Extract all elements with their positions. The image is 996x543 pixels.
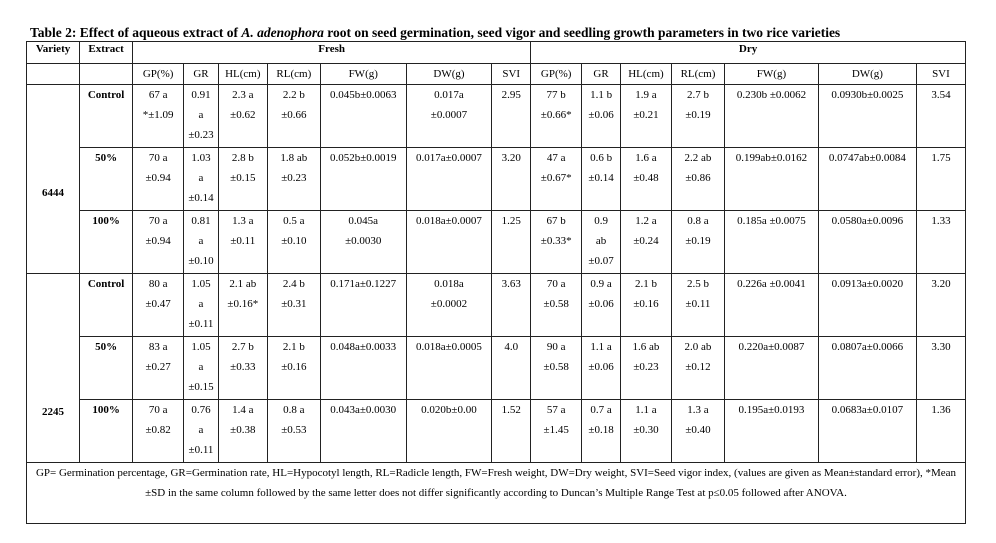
value-line: ±0.11 — [188, 318, 214, 330]
extract-cell: 100% — [80, 400, 133, 463]
value-line: 3.30 — [931, 341, 951, 353]
value-line: ±0.06 — [588, 109, 614, 121]
value-line: ±0.14 — [188, 192, 214, 204]
value-line: ±0.40 — [685, 424, 711, 436]
fresh-value-cell — [492, 211, 531, 274]
fresh-value-cell — [406, 337, 492, 400]
value-line: ±0.06 — [588, 298, 614, 310]
header-dry-col: DW(g) — [818, 64, 916, 85]
extract-cell: 100% — [80, 211, 133, 274]
value-line: 70 a — [546, 278, 566, 290]
value-line: 0.199ab±0.0162 — [735, 152, 808, 164]
dry-value-cell — [620, 274, 671, 337]
dry-value-cell — [531, 211, 582, 274]
value-line: 1.33 — [931, 215, 951, 227]
value-line: 83 a — [148, 341, 168, 353]
dry-value-cell — [531, 400, 582, 463]
value-line: ±0.58 — [543, 361, 569, 373]
value-line: 0.220a±0.0087 — [738, 341, 805, 353]
value-line: 1.75 — [931, 152, 951, 164]
value-line: 47 a — [546, 152, 566, 164]
value-line: a — [198, 109, 204, 121]
fresh-value-cell — [492, 400, 531, 463]
value-line: 70 a — [148, 215, 168, 227]
value-line: ±0.67* — [540, 172, 572, 184]
dry-value-cell — [671, 274, 724, 337]
value-line: *±1.09 — [142, 109, 174, 121]
header-dry-col: HL(cm) — [620, 64, 671, 85]
extract-cell: 50% — [80, 148, 133, 211]
value-line: 2.95 — [501, 89, 521, 101]
dry-value-cell — [620, 211, 671, 274]
fresh-value-cell — [320, 211, 406, 274]
value-line: 0.8 a — [687, 215, 709, 227]
fresh-value-cell — [184, 85, 219, 148]
dry-value-cell — [725, 211, 819, 274]
dry-value-cell — [818, 337, 916, 400]
fresh-value-cell — [406, 400, 492, 463]
header-dry: Dry — [531, 42, 966, 64]
fresh-value-cell — [492, 85, 531, 148]
dry-value-cell — [620, 148, 671, 211]
dry-value-cell — [916, 400, 965, 463]
fresh-value-cell — [184, 211, 219, 274]
value-line: 0.8 a — [283, 404, 305, 416]
value-line: 1.2 a — [635, 215, 657, 227]
value-line: 1.25 — [501, 215, 521, 227]
dry-value-cell — [620, 85, 671, 148]
dry-value-cell — [620, 337, 671, 400]
value-line: a — [198, 361, 204, 373]
dry-value-cell — [582, 211, 621, 274]
value-line: 0.017a±0.0007 — [415, 152, 482, 164]
fresh-value-cell — [133, 211, 184, 274]
header-fresh-col: FW(g) — [320, 64, 406, 85]
value-line: ±0.82 — [145, 424, 171, 436]
value-line: ±0.11 — [685, 298, 711, 310]
value-line: 0.91 — [191, 89, 211, 101]
dry-value-cell — [671, 337, 724, 400]
value-line: ±0.15 — [230, 172, 256, 184]
dry-value-cell — [582, 85, 621, 148]
header-fresh-col: GR — [184, 64, 219, 85]
value-line: 0.052b±0.0019 — [329, 152, 397, 164]
value-line: 1.36 — [931, 404, 951, 416]
value-line: a — [198, 172, 204, 184]
value-line: 80 a — [148, 278, 168, 290]
dry-value-cell — [671, 400, 724, 463]
dry-value-cell — [582, 274, 621, 337]
caption-species: A. adenophora — [241, 25, 324, 40]
fresh-value-cell — [267, 337, 320, 400]
fresh-value-cell — [218, 211, 267, 274]
dry-value-cell — [916, 85, 965, 148]
value-line: ±0.06 — [588, 361, 614, 373]
value-line: ±0.24 — [633, 235, 659, 247]
dry-value-cell — [531, 274, 582, 337]
fresh-value-cell — [218, 148, 267, 211]
fresh-value-cell — [218, 400, 267, 463]
dry-value-cell — [671, 85, 724, 148]
value-line: ±0.33* — [540, 235, 572, 247]
table-row — [27, 400, 966, 463]
value-line: ±0.07 — [588, 255, 614, 267]
value-line: 0.0747ab±0.0084 — [828, 152, 906, 164]
value-line: 67 a — [148, 89, 168, 101]
value-line: 0.9 a — [590, 278, 612, 290]
dry-value-cell — [671, 211, 724, 274]
value-line: 1.9 a — [635, 89, 657, 101]
variety-cell: 2245 — [27, 274, 80, 463]
dry-value-cell — [818, 274, 916, 337]
value-line: 0.018a±0.0005 — [415, 341, 482, 353]
value-line: 0.5 a — [283, 215, 305, 227]
value-line: ±0.10 — [188, 255, 214, 267]
fresh-value-cell — [406, 211, 492, 274]
fresh-value-cell — [320, 274, 406, 337]
value-line: 2.0 ab — [684, 341, 712, 353]
extract-cell: Control — [80, 85, 133, 148]
value-line: 0.171a±0.1227 — [330, 278, 397, 290]
value-line: ±0.31 — [281, 298, 307, 310]
value-line: 2.1 ab — [229, 278, 257, 290]
header-variety-blank — [27, 64, 80, 85]
value-line: 0.018a — [434, 278, 464, 290]
dry-value-cell — [818, 211, 916, 274]
dry-value-cell — [531, 337, 582, 400]
value-line: ±0.94 — [145, 235, 171, 247]
fresh-value-cell — [184, 337, 219, 400]
value-line: 4.0 — [504, 341, 519, 353]
value-line: ±0.16 — [281, 361, 307, 373]
table-caption — [30, 24, 970, 41]
header-dry-col: FW(g) — [725, 64, 819, 85]
value-line: ±0.14 — [588, 172, 614, 184]
value-line: ±0.16 — [633, 298, 659, 310]
table-row — [27, 148, 966, 211]
value-line: 1.1 a — [590, 341, 612, 353]
fresh-value-cell — [267, 400, 320, 463]
value-line: ±0.11 — [188, 444, 214, 456]
value-line: 2.8 b — [231, 152, 254, 164]
fresh-value-cell — [406, 274, 492, 337]
value-line: 2.5 b — [687, 278, 709, 290]
fresh-value-cell — [267, 211, 320, 274]
value-line: 3.54 — [931, 89, 951, 101]
dry-value-cell — [916, 148, 965, 211]
value-line: ±0.62 — [230, 109, 256, 121]
value-line: 1.6 ab — [632, 341, 660, 353]
value-line: 2.1 b — [634, 278, 657, 290]
header-fresh-col: RL(cm) — [267, 64, 320, 85]
fresh-value-cell — [320, 148, 406, 211]
value-line: 0.230b ±0.0062 — [736, 89, 807, 101]
dry-value-cell — [531, 85, 582, 148]
value-line: 1.3 a — [687, 404, 709, 416]
fresh-value-cell — [184, 274, 219, 337]
value-line: 2.4 b — [282, 278, 305, 290]
value-line: 0.017a — [434, 89, 464, 101]
value-line: ±0.86 — [685, 172, 711, 184]
value-line: 57 a — [546, 404, 566, 416]
value-line: ±0.94 — [145, 172, 171, 184]
value-line: 0.0580a±0.0096 — [831, 215, 904, 227]
value-line: 2.7 b — [231, 341, 254, 353]
table-row — [27, 274, 966, 337]
value-line: 2.2 ab — [684, 152, 712, 164]
value-line: 2.7 b — [687, 89, 709, 101]
value-line: 1.6 a — [635, 152, 657, 164]
value-line: ±0.0007 — [430, 109, 468, 121]
fresh-value-cell — [492, 148, 531, 211]
value-line: ±0.15 — [188, 381, 214, 393]
value-line: ±0.47 — [145, 298, 171, 310]
value-line: 2.3 a — [232, 89, 254, 101]
value-line: 67 b — [546, 215, 566, 227]
germination-table — [26, 41, 966, 524]
dry-value-cell — [725, 337, 819, 400]
header-fresh-col: SVI — [492, 64, 531, 85]
value-line: ±0.10 — [281, 235, 307, 247]
value-line: 1.05 — [191, 278, 211, 290]
value-line: ±0.16* — [227, 298, 259, 310]
dry-value-cell — [818, 148, 916, 211]
table-row — [27, 211, 966, 274]
header-dry-col: GR — [582, 64, 621, 85]
fresh-value-cell — [133, 274, 184, 337]
dry-value-cell — [916, 337, 965, 400]
value-line: ±0.33 — [230, 361, 256, 373]
value-line: ±0.0030 — [345, 235, 382, 247]
header-extract: Extract — [80, 42, 133, 64]
value-line: 90 a — [546, 341, 566, 353]
value-line: 1.4 a — [232, 404, 254, 416]
value-line: 70 a — [148, 404, 168, 416]
fresh-value-cell — [320, 85, 406, 148]
fresh-value-cell — [218, 337, 267, 400]
value-line: 0.7 a — [590, 404, 612, 416]
variety-cell: 6444 — [27, 85, 80, 274]
value-line: 1.52 — [501, 404, 521, 416]
caption-suffix: root on seed germination, seed vigor and seedling growth parameters in two rice varieties — [323, 25, 841, 40]
fresh-value-cell — [218, 85, 267, 148]
dry-value-cell — [916, 274, 965, 337]
value-line: ±0.66 — [281, 109, 307, 121]
value-line: 0.0807a±0.0066 — [831, 341, 904, 353]
value-line: ±0.12 — [685, 361, 711, 373]
value-line: a — [198, 424, 204, 436]
header-variety: Variety — [27, 42, 80, 64]
fresh-value-cell — [267, 274, 320, 337]
value-line: ±0.27 — [145, 361, 171, 373]
fresh-value-cell — [133, 400, 184, 463]
value-line: 0.76 — [191, 404, 211, 416]
value-line: 70 a — [148, 152, 168, 164]
value-line: ab — [595, 235, 607, 247]
fresh-value-cell — [492, 337, 531, 400]
fresh-value-cell — [133, 148, 184, 211]
value-line: 0.185a ±0.0075 — [737, 215, 806, 227]
value-line: a — [198, 298, 204, 310]
dry-value-cell — [818, 85, 916, 148]
header-dry-col: RL(cm) — [671, 64, 724, 85]
value-line: 1.1 a — [635, 404, 657, 416]
value-line: ±0.23 — [633, 361, 659, 373]
value-line: 0.0683a±0.0107 — [831, 404, 904, 416]
value-line: 1.05 — [191, 341, 211, 353]
value-line: 0.043a±0.0030 — [330, 404, 397, 416]
value-line: 3.20 — [931, 278, 951, 290]
value-line: 1.03 — [191, 152, 211, 164]
value-line: 0.048a±0.0033 — [330, 341, 397, 353]
caption-prefix: Table 2: Effect of aqueous extract of — [30, 25, 242, 40]
fresh-value-cell — [406, 85, 492, 148]
dry-value-cell — [582, 337, 621, 400]
dry-value-cell — [620, 400, 671, 463]
value-line: ±0.23 — [188, 129, 214, 141]
table-footnote: GP= Germination percentage, GR=Germination rate, HL=Hypocotyl length, RL=Radicle length, FW=Fresh weight, DW=Dry weight, SVI=Seed vigor index, (values are given as Mean±standard error), *Mean ±SD in the same column followed by the same letter does not differ significantly according to Duncan’s Multiple Range Test at p≤0.05 followed after ANOVA. — [27, 463, 966, 524]
value-line: ±0.58 — [543, 298, 569, 310]
value-line: 0.81 — [191, 215, 211, 227]
dry-value-cell — [725, 148, 819, 211]
dry-value-cell — [725, 274, 819, 337]
value-line: a — [198, 235, 204, 247]
value-line: ±0.11 — [230, 235, 256, 247]
dry-value-cell — [916, 211, 965, 274]
value-line: 0.195a±0.0193 — [738, 404, 805, 416]
value-line: 77 b — [546, 89, 566, 101]
dry-value-cell — [671, 148, 724, 211]
value-line: 0.6 b — [590, 152, 613, 164]
fresh-value-cell — [406, 148, 492, 211]
value-line: 0.9 — [594, 215, 608, 227]
table-row — [27, 85, 966, 148]
dry-value-cell — [818, 400, 916, 463]
fresh-value-cell — [320, 400, 406, 463]
dry-value-cell — [725, 400, 819, 463]
dry-value-cell — [531, 148, 582, 211]
header-fresh: Fresh — [133, 42, 531, 64]
value-line: 1.3 a — [232, 215, 254, 227]
value-line: ±1.45 — [543, 424, 569, 436]
fresh-value-cell — [184, 400, 219, 463]
fresh-value-cell — [320, 337, 406, 400]
fresh-value-cell — [218, 274, 267, 337]
value-line: ±0.30 — [633, 424, 659, 436]
value-line: 1.8 ab — [280, 152, 308, 164]
value-line: 3.63 — [501, 278, 521, 290]
extract-cell: 50% — [80, 337, 133, 400]
header-fresh-col: GP(%) — [133, 64, 184, 85]
value-line: ±0.38 — [230, 424, 256, 436]
value-line: ±0.18 — [588, 424, 614, 436]
header-fresh-col: HL(cm) — [218, 64, 267, 85]
value-line: ±0.0002 — [430, 298, 468, 310]
header-dry-col: SVI — [916, 64, 965, 85]
value-line: 0.045b±0.0063 — [329, 89, 397, 101]
value-line: ±0.19 — [685, 235, 711, 247]
value-line: 0.0913a±0.0020 — [831, 278, 904, 290]
header-extract-blank — [80, 64, 133, 85]
value-line: 0.0930b±0.0025 — [831, 89, 904, 101]
value-line: 3.20 — [501, 152, 521, 164]
fresh-value-cell — [267, 85, 320, 148]
dry-value-cell — [582, 148, 621, 211]
value-line: 2.2 b — [282, 89, 305, 101]
value-line: ±0.53 — [281, 424, 307, 436]
value-line: ±0.48 — [633, 172, 659, 184]
dry-value-cell — [582, 400, 621, 463]
value-line: 0.226a ±0.0041 — [737, 278, 806, 290]
value-line: ±0.66* — [540, 109, 572, 121]
value-line: ±0.19 — [685, 109, 711, 121]
fresh-value-cell — [133, 337, 184, 400]
header-fresh-col: DW(g) — [406, 64, 492, 85]
value-line: 0.020b±0.00 — [421, 404, 477, 416]
value-line: ±0.21 — [633, 109, 659, 121]
fresh-value-cell — [267, 148, 320, 211]
extract-cell: Control — [80, 274, 133, 337]
fresh-value-cell — [184, 148, 219, 211]
value-line: 0.045a — [348, 215, 379, 227]
value-line: 1.1 b — [590, 89, 613, 101]
header-dry-col: GP(%) — [531, 64, 582, 85]
value-line: ±0.23 — [281, 172, 307, 184]
value-line: 0.018a±0.0007 — [415, 215, 482, 227]
value-line: 2.1 b — [282, 341, 305, 353]
fresh-value-cell — [133, 85, 184, 148]
fresh-value-cell — [492, 274, 531, 337]
table-row — [27, 337, 966, 400]
dry-value-cell — [725, 85, 819, 148]
